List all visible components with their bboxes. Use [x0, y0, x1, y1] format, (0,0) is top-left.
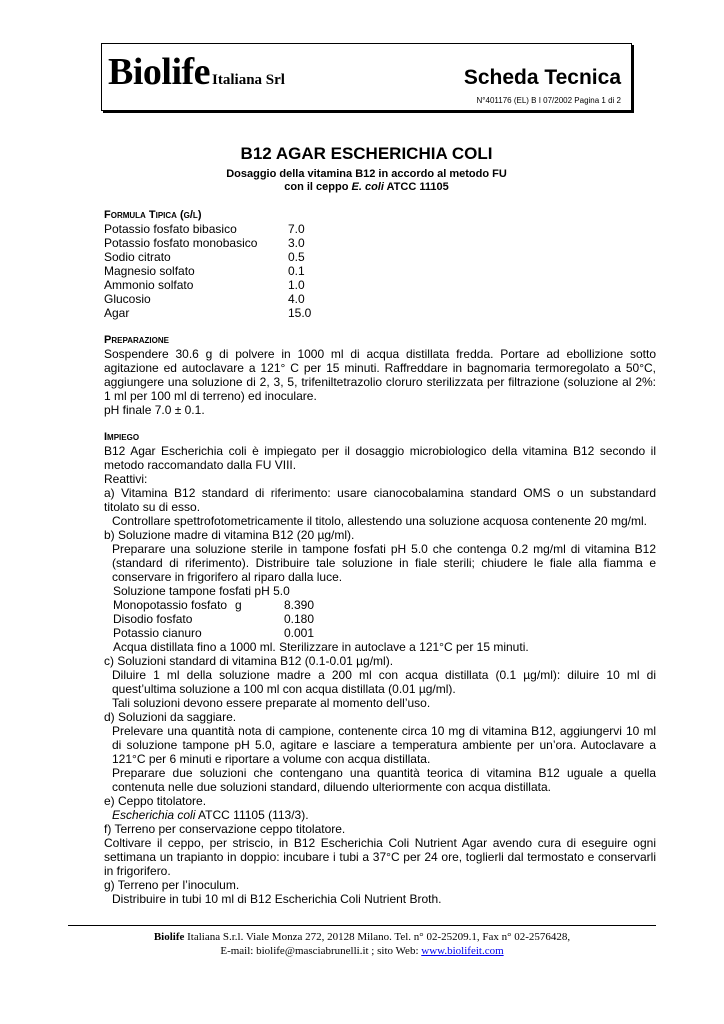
- item-e-strain: ATCC 11105 (113/3).: [195, 808, 309, 822]
- ingredient-value: 3.0: [288, 236, 305, 250]
- footer-line-2: [68, 944, 656, 958]
- brand-name: Biolife: [108, 51, 211, 93]
- document-type: Scheda Tecnica: [463, 66, 621, 89]
- formula-row: [104, 292, 656, 306]
- ingredient-value: 0.1: [288, 264, 305, 278]
- item-c-detail: Diluire 1 ml della soluzione madre a 200 ml con acqua distillata (0.1 µg/ml): diluire 10 ml di quest’ultima soluzione a 100 ml con acqua distillata (0.01 µg/ml).: [112, 668, 656, 696]
- reagent-value: 8.390: [284, 598, 315, 612]
- item-g-detail: Distribuire in tubi 10 ml di B12 Escherichia Coli Nutrient Broth.: [112, 892, 442, 906]
- footer-company: Biolife: [153, 931, 185, 943]
- subtitle-2: [101, 181, 632, 194]
- reagent-unit: g: [235, 598, 242, 612]
- item-a: a) Vitamina B12 standard di riferimento: usare cianocobalamina standard OMS o un substandard titolato su di esso.: [104, 486, 656, 514]
- item-d-detail: Prelevare una quantità nota di campione, contenente circa 10 mg di vitamina B12, aggiungervi 10 ml di soluzione tampone pH 5.0, agitare e lasciare a temperatura ambiente per un’ora. Autoclavare a 121°C per 6 minuti e riportare a volume con acqua distillata.: [112, 724, 656, 766]
- formula-heading: Formula Tipica (g/l): [104, 209, 202, 221]
- item-f-detail: Coltivare il ceppo, per striscio, in B12 Escherichia Coli Nutrient Agar avendo cura di eseguire ogni settimana un trapianto in doppio: incubare i tubi a 37°C per 24 ore, toglierli dal termostato e conservarli in frigorifero.: [104, 836, 656, 878]
- document-reference: N°401176 (EL) B I 07/2002 Pagina 1 di 2: [476, 96, 621, 105]
- tampone-note: Acqua distillata fino a 1000 ml. Sterilizzare in autoclave a 121°C per 15 minuti.: [113, 640, 529, 654]
- tampone-title: Soluzione tampone fosfati pH 5.0: [113, 584, 290, 598]
- header-box: [101, 43, 632, 111]
- ph-text: pH finale 7.0 ± 0.1.: [104, 403, 205, 417]
- item-b: b) Soluzione madre di vitamina B12 (20 µg/ml).: [104, 528, 355, 542]
- item-c-note: Tali soluzioni devono essere preparate al momento dell’uso.: [112, 696, 431, 710]
- subtitle-2-pre: con il ceppo: [284, 181, 352, 193]
- reagent-name: Monopotassio fosfato: [113, 598, 228, 612]
- item-b-detail: Preparare una soluzione sterile in tampone fosfati pH 5.0 che contenga 0.2 mg/ml di vitamina B12 (standard di riferimento). Distribuire tale soluzione in fiale sterili; chiudere le fiale alla fiamma e conservare in frigorifero al riparo dalla luce.: [112, 542, 656, 584]
- item-d-detail-2: Preparare due soluzioni che contengano una quantità teorica di vitamina B12 uguale a quella contenuta nelle due soluzioni standard, diluendo ulteriormente con acqua distillata.: [112, 766, 656, 794]
- reagent-unit: [235, 612, 284, 626]
- footer-line-1: [68, 930, 656, 944]
- formula-row: [104, 250, 656, 264]
- item-e-detail: [104, 808, 656, 822]
- ingredient-name: Magnesio solfato: [104, 264, 195, 278]
- reagent-unit: [235, 626, 284, 640]
- brand-suffix: Italiana Srl: [212, 72, 285, 88]
- item-f: f) Terreno per conservazione ceppo titolatore.: [104, 822, 346, 836]
- title-block: [101, 144, 632, 194]
- reagent-name: Potassio cianuro: [113, 626, 202, 640]
- subtitle-2-post: ATCC 11105: [383, 181, 449, 193]
- footer-divider: [68, 925, 656, 926]
- ingredient-value: 4.0: [288, 292, 305, 306]
- tampone-row: [104, 626, 656, 640]
- formula-row: [104, 222, 656, 236]
- ingredient-name: Glucosio: [104, 292, 151, 306]
- ingredient-name: Potassio fosfato bibasico: [104, 222, 237, 236]
- ingredient-value: 1.0: [288, 278, 305, 292]
- ingredient-name: Agar: [104, 306, 130, 320]
- formula-row: [104, 236, 656, 250]
- reagent-name: Disodio fosfato: [113, 612, 193, 626]
- tampone-row: [104, 598, 656, 612]
- formula-row: [104, 264, 656, 278]
- formula-row: [104, 306, 656, 320]
- preparazione-text: Sospendere 30.6 g di polvere in 1000 ml di acqua distillata fredda. Portare ad ebollizione sotto agitazione ed autoclavare a 121° C per 15 minuti. Raffreddare in bagnomaria termoregolato a 50°C, aggiungere una soluzione di 2, 3, 5, trifeniltetrazolio cloruro sterilizzata per filtrazione (soluzione al 2%: 1 ml per 100 ml di terreno) ed inoculare.: [104, 347, 656, 403]
- ingredient-value: 15.0: [288, 306, 312, 320]
- footer-email: E-mail: biolife@masciabrunelli.it ; sito Web:: [220, 945, 422, 957]
- ingredient-name: Sodio citrato: [104, 250, 171, 264]
- ingredient-name: Ammonio solfato: [104, 278, 194, 292]
- tampone-table: [104, 598, 656, 640]
- item-e-organism: Escherichia coli: [112, 808, 196, 822]
- main-content: [104, 209, 656, 906]
- preparazione-heading: Preparazione: [104, 334, 169, 346]
- ingredient-name: Potassio fosfato monobasico: [104, 236, 258, 250]
- item-a-detail: Controllare spettrofotometricamente il titolo, allestendo una soluzione acquosa contenente 20 mg/ml.: [112, 514, 647, 528]
- formula-row: [104, 278, 656, 292]
- website-link[interactable]: www.biolifeit.com: [421, 945, 504, 957]
- item-c: c) Soluzioni standard di vitamina B12 (0.1-0.01 µg/ml).: [104, 654, 394, 668]
- item-d: d) Soluzioni da saggiare.: [104, 710, 237, 724]
- page-title: B12 AGAR ESCHERICHIA COLI: [240, 144, 493, 163]
- ingredient-value: 0.5: [288, 250, 305, 264]
- tampone-row: [104, 612, 656, 626]
- formula-table: [104, 222, 656, 320]
- brand-logo: [108, 50, 285, 94]
- footer: [68, 930, 656, 958]
- item-g: g) Terreno per l’inoculum.: [104, 878, 240, 892]
- impiego-intro: B12 Agar Escherichia coli è impiegato per il dosaggio microbiologico della vitamina B12 secondo il metodo raccomandato dalla FU VIII.: [104, 444, 656, 472]
- footer-address: Italiana S.r.l. Viale Monza 272, 20128 Milano. Tel. n° 02-25209.1, Fax n° 02-2576428,: [184, 931, 571, 943]
- reattivi-label: Reattivi:: [104, 472, 148, 486]
- reagent-value: 0.001: [284, 626, 315, 640]
- subtitle-1: Dosaggio della vitamina B12 in accordo al metodo FU: [226, 168, 507, 180]
- reagent-value: 0.180: [284, 612, 315, 626]
- item-e: e) Ceppo titolatore.: [104, 794, 207, 808]
- subtitle-2-organism: E. coli: [351, 181, 384, 193]
- impiego-heading: Impiego: [104, 431, 140, 443]
- ingredient-value: 7.0: [288, 222, 305, 236]
